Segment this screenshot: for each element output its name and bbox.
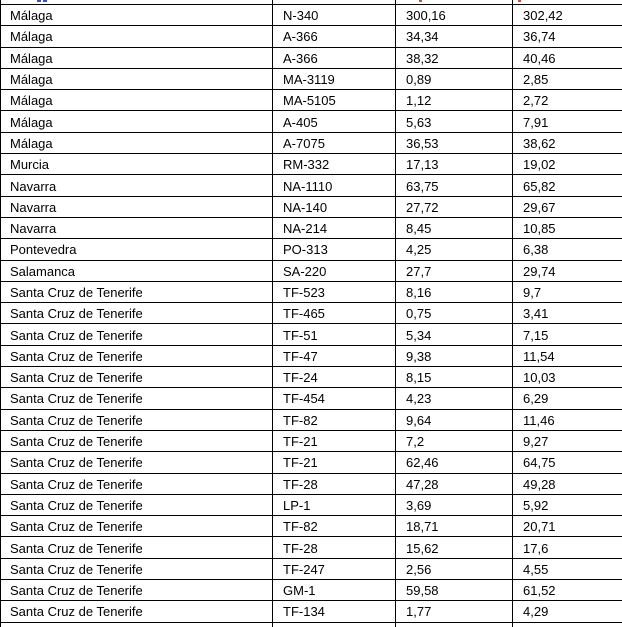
cell-value-2: 3,41 [513, 303, 622, 323]
cell-road-code: MA-5105 [273, 90, 396, 110]
cell-province: Santa Cruz de Tenerife [1, 324, 273, 344]
cell-road-code: TF-523 [273, 282, 396, 302]
cell-road-code: TF-247 [273, 559, 396, 579]
cell-value-2: 38,62 [513, 133, 622, 153]
cell-value-1: 15,62 [396, 537, 513, 557]
cell-province: Navarra [1, 218, 273, 238]
cell-value-1: 38,32 [396, 48, 513, 68]
cell-value-2: 61,52 [513, 580, 622, 600]
table-row [1, 282, 622, 303]
cell-value-1: 0,75 [396, 303, 513, 323]
cell-road-code: TF-465 [273, 303, 396, 323]
cell-province: Málaga [1, 111, 273, 131]
cell-value-2: 40,46 [513, 48, 622, 68]
cell-province: Santa Cruz de Tenerife [1, 559, 273, 579]
cell-road-code: RM-332 [273, 154, 396, 174]
table-row [1, 239, 622, 260]
cell-province: Málaga [1, 90, 273, 110]
cell-value-2: 10,03 [513, 367, 622, 387]
cell-road-code: TF-51 [273, 324, 396, 344]
cell-value-2: 49,28 [513, 474, 622, 494]
cell-province: Santa Cruz de Tenerife [1, 474, 273, 494]
cell-road-code: TF-134 [273, 601, 396, 621]
cell-road-code: TF-28 [273, 474, 396, 494]
cell-value-2: 302,42 [513, 5, 622, 25]
cell-province: Santa Cruz de Tenerife [1, 516, 273, 536]
cell-value-1: 1,77 [396, 601, 513, 621]
cell-road-code: TF-21 [273, 431, 396, 451]
cell-road-code [273, 0, 396, 4]
cell-road-code: LP-1 [273, 495, 396, 515]
cell-province: Málaga [1, 5, 273, 25]
cell-value-1: 300,16 [396, 5, 513, 25]
cell-value-1: 1,12 [396, 90, 513, 110]
cell-value-2: 2,85 [513, 69, 622, 89]
cell-road-code: NA-214 [273, 218, 396, 238]
cell-value-2: 64,75 [513, 452, 622, 472]
cell-value-2: 9,7 [513, 282, 622, 302]
table-row [1, 5, 622, 26]
cell-value-2: 5,92 [513, 495, 622, 515]
cell-road-code: TF-454 [273, 388, 396, 408]
cell-road-code: A-7075 [273, 133, 396, 153]
cell-value-2: 11,46 [513, 410, 622, 430]
cell-value-1: 8,16 [396, 282, 513, 302]
cell-value-1: 4,25 [396, 239, 513, 259]
cell-road-code: NA-1110 [273, 175, 396, 195]
cell-province: Navarra [1, 175, 273, 195]
cell-province: Salamanca [1, 261, 273, 281]
cell-road-code: SA-220 [273, 261, 396, 281]
cell-value-2: 10,85 [513, 218, 622, 238]
cell-value-1: 36,53 [396, 133, 513, 153]
cell-province: Santa Cruz de Tenerife [1, 452, 273, 472]
cell-province: Santa Cruz de Tenerife [1, 410, 273, 430]
cell-value-1 [396, 623, 513, 627]
cell-road-code: MA-3119 [273, 69, 396, 89]
table-row [1, 175, 622, 196]
cell-value-2: 6,29 [513, 388, 622, 408]
table-row [1, 559, 622, 580]
cell-road-code: TF-82 [273, 410, 396, 430]
cell-value-2: 17,6 [513, 537, 622, 557]
cell-province: Santa Cruz de Tenerife [1, 388, 273, 408]
cell-value-2: 7,15 [513, 324, 622, 344]
cell-province: Santa Cruz de Tenerife [1, 601, 273, 621]
cell-province: Málaga [1, 48, 273, 68]
cell-value-2: 29,74 [513, 261, 622, 281]
cell-value-2: 4,55 [513, 559, 622, 579]
table-row [1, 495, 622, 516]
table-row [1, 111, 622, 132]
cell-value-1: 9,38 [396, 346, 513, 366]
cell-province: Santa Cruz de Tenerife [1, 303, 273, 323]
table-row [1, 69, 622, 90]
cell-value-2: 29,67 [513, 197, 622, 217]
cell-road-code [273, 623, 396, 627]
cell-value-1: 4,23 [396, 388, 513, 408]
cell-value-1: 34,34 [396, 26, 513, 46]
cell-road-code: A-366 [273, 26, 396, 46]
cell-value-2: 36,74 [513, 26, 622, 46]
table-row-cutoff-bottom [1, 623, 622, 627]
cell-province [1, 623, 273, 627]
cell-value-1: 17,13 [396, 154, 513, 174]
cell-road-code: TF-47 [273, 346, 396, 366]
table-row [1, 303, 622, 324]
cell-province: Santa Cruz de Tenerife [1, 580, 273, 600]
cell-value-1: 18,71 [396, 516, 513, 536]
cell-road-code: PO-313 [273, 239, 396, 259]
cell-road-code: TF-21 [273, 452, 396, 472]
cell-value-1: 0,89 [396, 69, 513, 89]
table-row [1, 133, 622, 154]
table-row [1, 367, 622, 388]
cell-road-code: GM-1 [273, 580, 396, 600]
cell-value-1: 27,7 [396, 261, 513, 281]
table-row [1, 516, 622, 537]
cell-value-1: 5,34 [396, 324, 513, 344]
cell-road-code: A-366 [273, 48, 396, 68]
cell-value-2 [513, 0, 622, 4]
cell-province: Málaga [1, 133, 273, 153]
cell-value-1: 8,15 [396, 367, 513, 387]
table-row [1, 410, 622, 431]
cell-province: Santa Cruz de Tenerife [1, 431, 273, 451]
cell-road-code: N-340 [273, 5, 396, 25]
cell-value-2: 6,38 [513, 239, 622, 259]
cell-value-2: 7,91 [513, 111, 622, 131]
cell-province: Santa Cruz de Tenerife [1, 282, 273, 302]
cell-province: Santa Cruz de Tenerife [1, 346, 273, 366]
table-row [1, 431, 622, 452]
cell-value-1: 3,69 [396, 495, 513, 515]
table-row [1, 388, 622, 409]
table-row [1, 452, 622, 473]
table-row [1, 154, 622, 175]
cell-province: Santa Cruz de Tenerife [1, 537, 273, 557]
cell-province: Navarra [1, 197, 273, 217]
cell-value-1: 8,45 [396, 218, 513, 238]
cell-road-code: TF-82 [273, 516, 396, 536]
cell-province: Santa Cruz de Tenerife [1, 367, 273, 387]
cell-value-1: 63,75 [396, 175, 513, 195]
cell-value-1: 47,28 [396, 474, 513, 494]
cell-province [1, 0, 273, 4]
cell-road-code: NA-140 [273, 197, 396, 217]
cell-value-2: 65,82 [513, 175, 622, 195]
table-row [1, 474, 622, 495]
table-row [1, 197, 622, 218]
table-row [1, 218, 622, 239]
table-row [1, 26, 622, 47]
table-row [1, 48, 622, 69]
table-row [1, 601, 622, 622]
cell-province: Pontevedra [1, 239, 273, 259]
cell-value-1: 9,64 [396, 410, 513, 430]
table-row [1, 261, 622, 282]
cell-value-2: 4,29 [513, 601, 622, 621]
table-row [1, 580, 622, 601]
cell-value-1: 7,2 [396, 431, 513, 451]
cell-value-2: 20,71 [513, 516, 622, 536]
cell-value-2: 2,72 [513, 90, 622, 110]
cell-province: Málaga [1, 69, 273, 89]
cell-value-2: 9,27 [513, 431, 622, 451]
cell-value-2: 11,54 [513, 346, 622, 366]
cell-value-1 [396, 0, 513, 4]
cell-value-1: 5,63 [396, 111, 513, 131]
table-row [1, 90, 622, 111]
table-row [1, 324, 622, 345]
table-row [1, 346, 622, 367]
cell-road-code: TF-28 [273, 537, 396, 557]
cell-value-2 [513, 623, 622, 627]
cell-value-1: 59,58 [396, 580, 513, 600]
cell-value-1: 27,72 [396, 197, 513, 217]
cell-province: Málaga [1, 26, 273, 46]
cell-province: Murcia [1, 154, 273, 174]
table-row [1, 537, 622, 558]
cell-province: Santa Cruz de Tenerife [1, 495, 273, 515]
cell-value-1: 2,56 [396, 559, 513, 579]
cell-value-1: 62,46 [396, 452, 513, 472]
cell-road-code: TF-24 [273, 367, 396, 387]
cell-value-2: 19,02 [513, 154, 622, 174]
cell-road-code: A-405 [273, 111, 396, 131]
